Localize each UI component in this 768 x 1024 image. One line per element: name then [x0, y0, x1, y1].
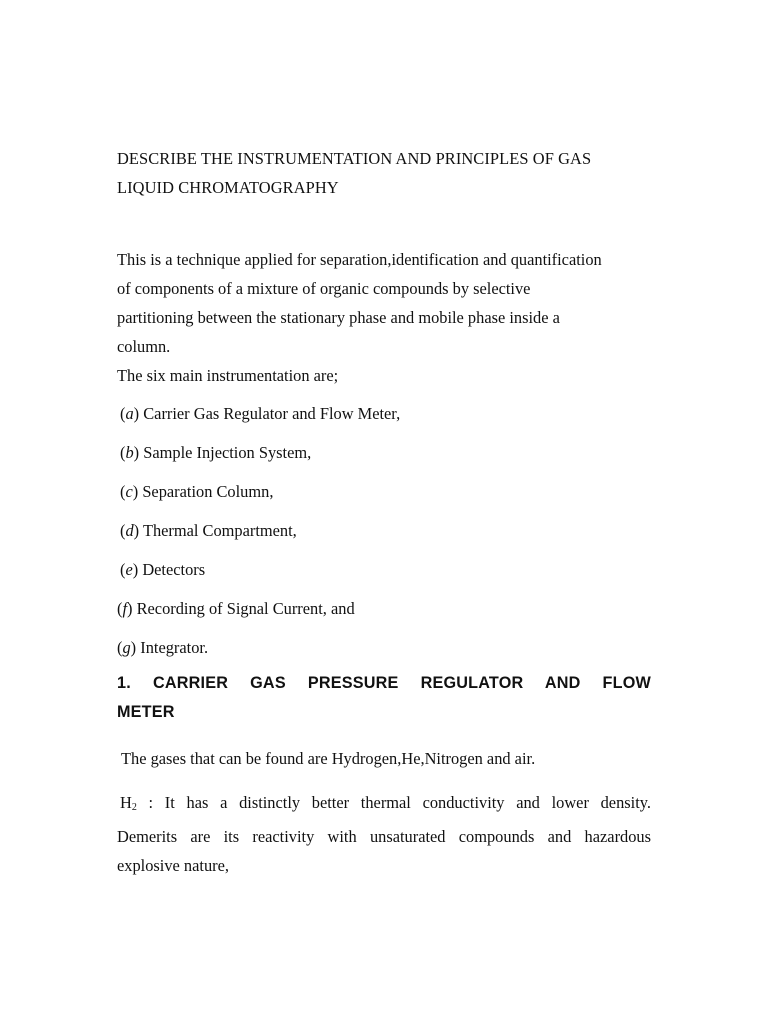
document-page	[117, 144, 651, 880]
intro-paragraph	[117, 245, 651, 361]
list-item: (a) Carrier Gas Regulator and Flow Meter,	[120, 404, 401, 423]
list-item-text: Integrator.	[140, 638, 209, 657]
section-1-heading-line-1: 1. CARRIER GAS PRESSURE REGULATOR AND FLOW	[117, 674, 651, 692]
list-item-letter: d	[125, 521, 134, 540]
list-item-text: Recording of Signal Current, and	[136, 599, 355, 618]
list-item: (f) Recording of Signal Current, and	[117, 599, 355, 618]
hydrogen-line-2: Demerits are its reactivity with unsaturated compounds and hazardous	[117, 827, 651, 846]
list-item: (c) Separation Column,	[120, 482, 274, 501]
intro-line-2: of components of a mixture of organic compounds by selective	[117, 279, 531, 298]
list-item-text: Separation Column,	[142, 482, 274, 501]
list-item-letter: e	[125, 560, 133, 579]
list-item-letter: f	[122, 599, 128, 618]
hydrogen-paragraph	[117, 788, 651, 880]
document-title	[117, 144, 651, 202]
title-line-2: LIQUID CHROMATOGRAPHY	[117, 178, 339, 197]
list-item-letter: g	[122, 638, 131, 657]
list-item-letter: a	[125, 404, 134, 423]
intro-line-4: column.	[117, 337, 171, 356]
gases-sentence: The gases that can be found are Hydrogen,He,Nitrogen and air.	[121, 749, 536, 768]
list-item: (b) Sample Injection System,	[120, 443, 312, 462]
list-item-letter: c	[125, 482, 133, 501]
list-item-text: Thermal Compartment,	[142, 521, 297, 540]
hydrogen-subscript: 2	[131, 802, 137, 813]
intro-line-1: This is a technique applied for separation,identification and quantification	[117, 250, 602, 269]
list-lead: The six main instrumentation are;	[117, 366, 339, 385]
list-item-text: Detectors	[142, 560, 206, 579]
hydrogen-line-1-text: : It has a distinctly better thermal conductivity and lower density.	[136, 793, 651, 812]
list-item: (d) Thermal Compartment,	[120, 521, 297, 540]
hydrogen-symbol: H	[120, 793, 132, 812]
list-item: (g) Integrator.	[117, 638, 209, 657]
hydrogen-line-3: explosive nature,	[117, 856, 229, 875]
instrumentation-list	[117, 404, 651, 677]
list-item-text: Sample Injection System,	[143, 443, 312, 462]
section-1-heading-line-2: METER	[117, 703, 175, 721]
title-line-1: DESCRIBE THE INSTRUMENTATION AND PRINCIPLES OF GAS	[117, 149, 592, 168]
list-item-letter: b	[125, 443, 134, 462]
list-item-text: Carrier Gas Regulator and Flow Meter,	[143, 404, 401, 423]
list-item: (e) Detectors	[120, 560, 206, 579]
section-1-heading	[117, 669, 651, 727]
intro-line-3: partitioning between the stationary phase and mobile phase inside a	[117, 308, 560, 327]
hydrogen-line-1	[117, 788, 651, 822]
